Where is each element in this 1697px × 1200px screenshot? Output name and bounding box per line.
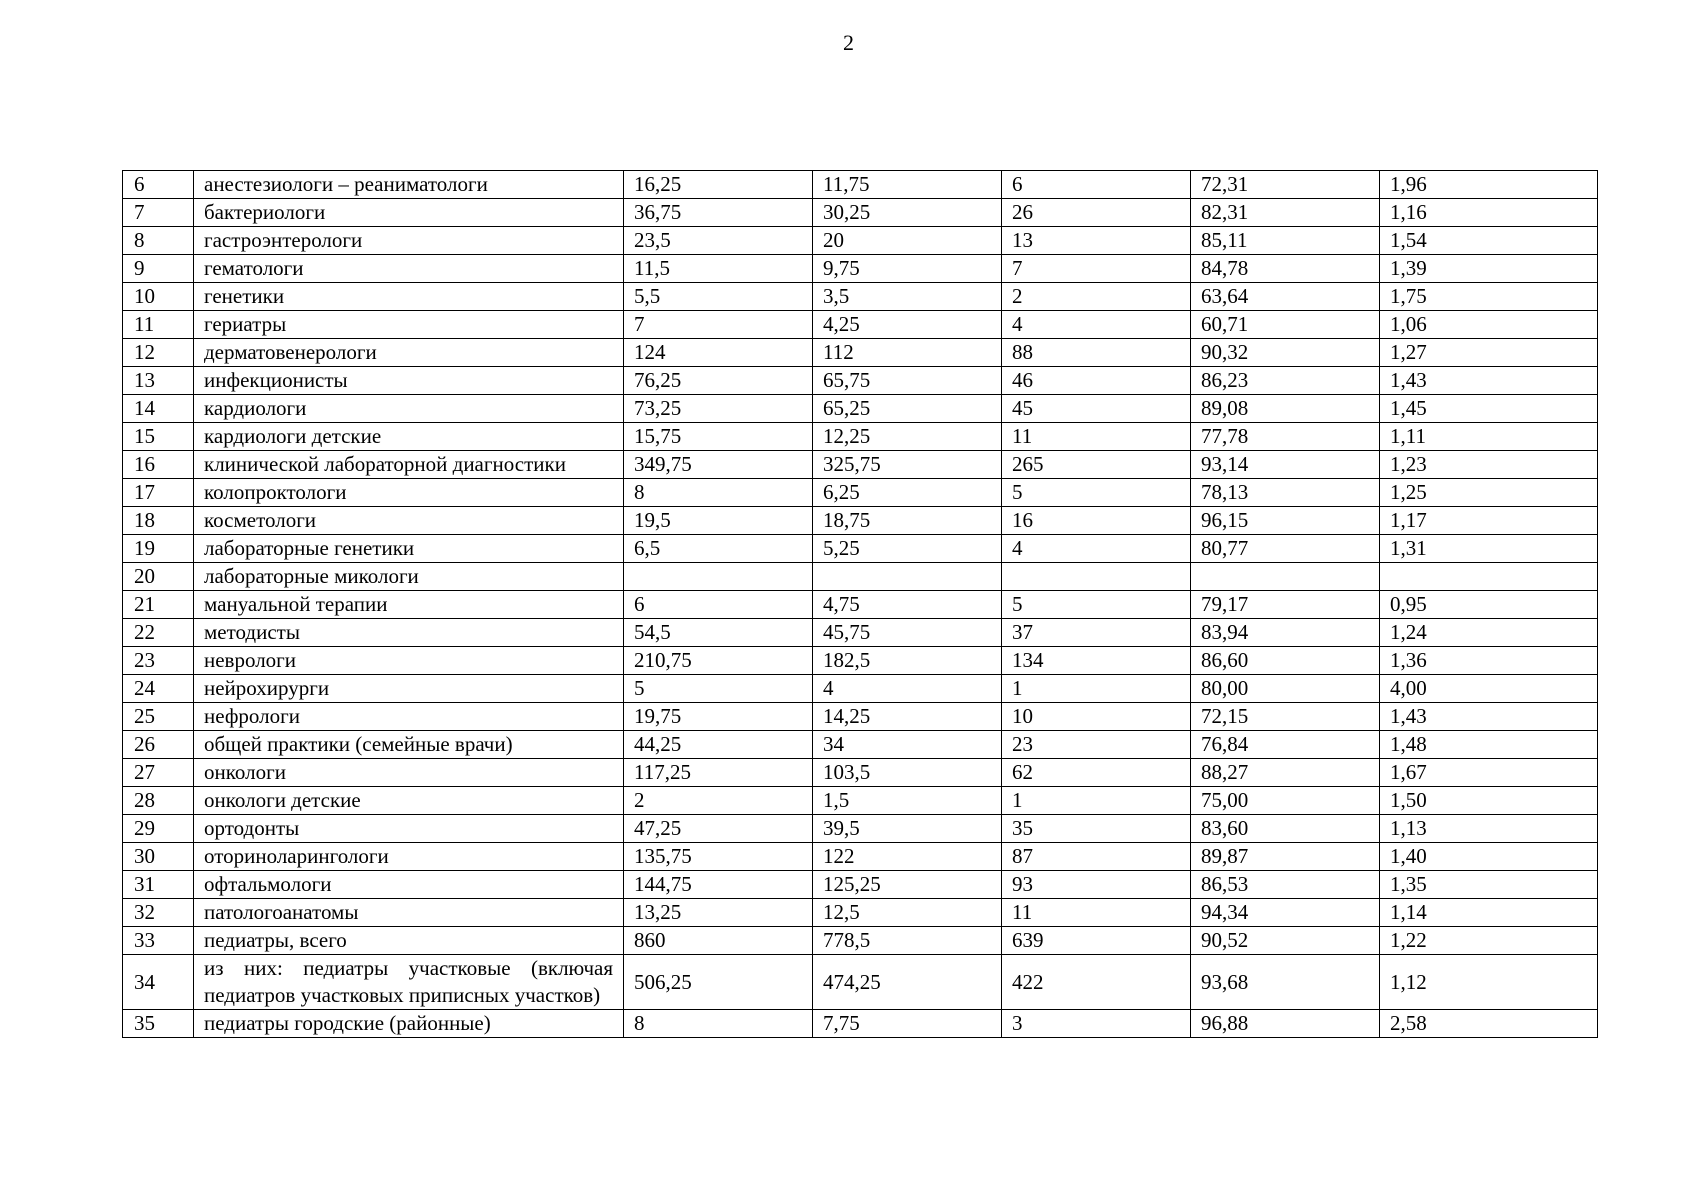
value-col-6-cell: 60,71 [1191, 311, 1380, 339]
row-number-cell: 14 [123, 395, 194, 423]
value-col-7-cell: 4,00 [1380, 675, 1598, 703]
table-row [123, 619, 1598, 647]
row-number-cell: 23 [123, 647, 194, 675]
specialty-name-cell: нефрологи [194, 703, 624, 731]
specialty-name-cell: педиатры, всего [194, 927, 624, 955]
value-col-4-cell: 7,75 [813, 1010, 1002, 1038]
value-col-7-cell: 1,22 [1380, 927, 1598, 955]
page-number: 2 [843, 30, 854, 55]
row-number-cell: 30 [123, 843, 194, 871]
value-col-5-cell: 88 [1002, 339, 1191, 367]
row-number-cell: 21 [123, 591, 194, 619]
value-col-4-cell: 6,25 [813, 479, 1002, 507]
value-col-5-cell [1002, 563, 1191, 591]
value-col-7-cell: 1,23 [1380, 451, 1598, 479]
specialty-name-cell: лабораторные генетики [194, 535, 624, 563]
value-col-7-cell: 1,96 [1380, 171, 1598, 199]
row-number-cell: 15 [123, 423, 194, 451]
row-number-cell: 34 [123, 955, 194, 1010]
specialty-name-cell: методисты [194, 619, 624, 647]
value-col-4-cell: 65,75 [813, 367, 1002, 395]
value-col-5-cell: 5 [1002, 591, 1191, 619]
value-col-5-cell: 2 [1002, 283, 1191, 311]
value-col-4-cell: 112 [813, 339, 1002, 367]
table-row [123, 927, 1598, 955]
row-number-cell: 16 [123, 451, 194, 479]
value-col-4-cell: 1,5 [813, 787, 1002, 815]
value-col-3-cell: 11,5 [624, 255, 813, 283]
value-col-6-cell: 88,27 [1191, 759, 1380, 787]
value-col-4-cell: 34 [813, 731, 1002, 759]
row-number-cell: 31 [123, 871, 194, 899]
value-col-5-cell: 13 [1002, 227, 1191, 255]
value-col-6-cell: 83,60 [1191, 815, 1380, 843]
value-col-4-cell: 103,5 [813, 759, 1002, 787]
specialty-name-cell: нейрохирурги [194, 675, 624, 703]
row-number-cell: 33 [123, 927, 194, 955]
value-col-7-cell: 1,31 [1380, 535, 1598, 563]
table-row [123, 367, 1598, 395]
value-col-4-cell: 5,25 [813, 535, 1002, 563]
value-col-7-cell: 1,14 [1380, 899, 1598, 927]
row-number-cell: 28 [123, 787, 194, 815]
value-col-4-cell: 122 [813, 843, 1002, 871]
value-col-3-cell: 6,5 [624, 535, 813, 563]
table-row [123, 535, 1598, 563]
specialty-name-cell: бактериологи [194, 199, 624, 227]
row-number-cell: 27 [123, 759, 194, 787]
value-col-5-cell: 3 [1002, 1010, 1191, 1038]
staffing-table [122, 170, 1598, 1038]
value-col-6-cell: 96,88 [1191, 1010, 1380, 1038]
specialty-name-cell: из них: педиатры участковые (включая педиатров участковых приписных участков) [194, 955, 624, 1010]
value-col-5-cell: 4 [1002, 535, 1191, 563]
value-col-5-cell: 1 [1002, 675, 1191, 703]
value-col-3-cell: 23,5 [624, 227, 813, 255]
specialty-name-cell: лабораторные микологи [194, 563, 624, 591]
value-col-7-cell: 1,25 [1380, 479, 1598, 507]
table-row [123, 507, 1598, 535]
specialty-name-cell: неврологи [194, 647, 624, 675]
row-number-cell: 8 [123, 227, 194, 255]
specialty-name-cell: колопроктологи [194, 479, 624, 507]
value-col-7-cell: 1,67 [1380, 759, 1598, 787]
value-col-7-cell: 1,12 [1380, 955, 1598, 1010]
table-row [123, 703, 1598, 731]
value-col-7-cell: 1,36 [1380, 647, 1598, 675]
value-col-3-cell: 36,75 [624, 199, 813, 227]
specialty-name-cell: офтальмологи [194, 871, 624, 899]
value-col-5-cell: 11 [1002, 899, 1191, 927]
value-col-3-cell: 54,5 [624, 619, 813, 647]
specialty-name-cell: анестезиологи – реаниматологи [194, 171, 624, 199]
value-col-3-cell: 44,25 [624, 731, 813, 759]
table-row [123, 843, 1598, 871]
table-row [123, 563, 1598, 591]
row-number-cell: 12 [123, 339, 194, 367]
value-col-3-cell: 506,25 [624, 955, 813, 1010]
value-col-6-cell: 83,94 [1191, 619, 1380, 647]
specialty-name-cell: гематологи [194, 255, 624, 283]
specialty-name-cell: кардиологи детские [194, 423, 624, 451]
value-col-6-cell: 85,11 [1191, 227, 1380, 255]
table-row [123, 815, 1598, 843]
value-col-6-cell: 86,23 [1191, 367, 1380, 395]
value-col-3-cell: 210,75 [624, 647, 813, 675]
table-row [123, 759, 1598, 787]
row-number-cell: 6 [123, 171, 194, 199]
value-col-4-cell: 3,5 [813, 283, 1002, 311]
value-col-7-cell: 1,35 [1380, 871, 1598, 899]
specialty-name-cell: гериатры [194, 311, 624, 339]
value-col-6-cell: 90,32 [1191, 339, 1380, 367]
table-row [123, 591, 1598, 619]
value-col-5-cell: 11 [1002, 423, 1191, 451]
table-row [123, 451, 1598, 479]
value-col-3-cell: 8 [624, 479, 813, 507]
value-col-4-cell: 12,5 [813, 899, 1002, 927]
value-col-6-cell: 90,52 [1191, 927, 1380, 955]
row-number-cell: 10 [123, 283, 194, 311]
value-col-3-cell: 5 [624, 675, 813, 703]
row-number-cell: 19 [123, 535, 194, 563]
value-col-4-cell: 4,75 [813, 591, 1002, 619]
value-col-4-cell [813, 563, 1002, 591]
value-col-6-cell: 84,78 [1191, 255, 1380, 283]
value-col-4-cell: 325,75 [813, 451, 1002, 479]
value-col-7-cell: 1,43 [1380, 367, 1598, 395]
value-col-5-cell: 16 [1002, 507, 1191, 535]
value-col-4-cell: 30,25 [813, 199, 1002, 227]
value-col-5-cell: 45 [1002, 395, 1191, 423]
row-number-cell: 9 [123, 255, 194, 283]
row-number-cell: 17 [123, 479, 194, 507]
value-col-5-cell: 6 [1002, 171, 1191, 199]
value-col-5-cell: 4 [1002, 311, 1191, 339]
specialty-name-cell: мануальной терапии [194, 591, 624, 619]
row-number-cell: 29 [123, 815, 194, 843]
specialty-name-cell: оториноларингологи [194, 843, 624, 871]
value-col-5-cell: 265 [1002, 451, 1191, 479]
value-col-3-cell: 7 [624, 311, 813, 339]
specialty-name-cell: общей практики (семейные врачи) [194, 731, 624, 759]
value-col-5-cell: 87 [1002, 843, 1191, 871]
row-number-cell: 22 [123, 619, 194, 647]
value-col-6-cell: 89,08 [1191, 395, 1380, 423]
value-col-6-cell: 72,31 [1191, 171, 1380, 199]
value-col-5-cell: 62 [1002, 759, 1191, 787]
table-row [123, 395, 1598, 423]
table-row [123, 1010, 1598, 1038]
table-row [123, 731, 1598, 759]
value-col-5-cell: 7 [1002, 255, 1191, 283]
value-col-3-cell [624, 563, 813, 591]
value-col-3-cell: 5,5 [624, 283, 813, 311]
specialty-name-cell: педиатры городские (районные) [194, 1010, 624, 1038]
specialty-name-cell: инфекционисты [194, 367, 624, 395]
value-col-5-cell: 93 [1002, 871, 1191, 899]
table-row [123, 787, 1598, 815]
value-col-5-cell: 422 [1002, 955, 1191, 1010]
value-col-6-cell [1191, 563, 1380, 591]
table-row [123, 339, 1598, 367]
value-col-6-cell: 80,00 [1191, 675, 1380, 703]
value-col-3-cell: 13,25 [624, 899, 813, 927]
value-col-6-cell: 80,77 [1191, 535, 1380, 563]
table-row [123, 647, 1598, 675]
value-col-5-cell: 1 [1002, 787, 1191, 815]
row-number-cell: 20 [123, 563, 194, 591]
value-col-5-cell: 5 [1002, 479, 1191, 507]
specialty-name-cell: кардиологи [194, 395, 624, 423]
value-col-5-cell: 35 [1002, 815, 1191, 843]
specialty-name-cell: гастроэнтерологи [194, 227, 624, 255]
table-row [123, 311, 1598, 339]
value-col-7-cell [1380, 563, 1598, 591]
table-row [123, 255, 1598, 283]
value-col-4-cell: 474,25 [813, 955, 1002, 1010]
table-row [123, 283, 1598, 311]
value-col-6-cell: 96,15 [1191, 507, 1380, 535]
value-col-5-cell: 10 [1002, 703, 1191, 731]
value-col-3-cell: 117,25 [624, 759, 813, 787]
value-col-5-cell: 639 [1002, 927, 1191, 955]
value-col-3-cell: 47,25 [624, 815, 813, 843]
value-col-7-cell: 1,39 [1380, 255, 1598, 283]
value-col-4-cell: 11,75 [813, 171, 1002, 199]
value-col-3-cell: 15,75 [624, 423, 813, 451]
value-col-3-cell: 144,75 [624, 871, 813, 899]
value-col-7-cell: 1,50 [1380, 787, 1598, 815]
value-col-7-cell: 1,54 [1380, 227, 1598, 255]
value-col-4-cell: 182,5 [813, 647, 1002, 675]
value-col-5-cell: 37 [1002, 619, 1191, 647]
row-number-cell: 26 [123, 731, 194, 759]
table-row [123, 171, 1598, 199]
specialty-name-cell: генетики [194, 283, 624, 311]
value-col-6-cell: 78,13 [1191, 479, 1380, 507]
value-col-7-cell: 1,17 [1380, 507, 1598, 535]
specialty-name-cell: косметологи [194, 507, 624, 535]
value-col-7-cell: 1,48 [1380, 731, 1598, 759]
value-col-6-cell: 77,78 [1191, 423, 1380, 451]
value-col-6-cell: 89,87 [1191, 843, 1380, 871]
value-col-4-cell: 9,75 [813, 255, 1002, 283]
value-col-3-cell: 73,25 [624, 395, 813, 423]
value-col-4-cell: 18,75 [813, 507, 1002, 535]
value-col-4-cell: 65,25 [813, 395, 1002, 423]
specialty-name-cell: патологоанатомы [194, 899, 624, 927]
value-col-3-cell: 2 [624, 787, 813, 815]
row-number-cell: 24 [123, 675, 194, 703]
value-col-4-cell: 45,75 [813, 619, 1002, 647]
value-col-7-cell: 1,24 [1380, 619, 1598, 647]
value-col-3-cell: 135,75 [624, 843, 813, 871]
table-row [123, 423, 1598, 451]
value-col-3-cell: 349,75 [624, 451, 813, 479]
value-col-6-cell: 79,17 [1191, 591, 1380, 619]
specialty-name-cell: ортодонты [194, 815, 624, 843]
value-col-7-cell: 1,40 [1380, 843, 1598, 871]
specialty-name-cell: онкологи детские [194, 787, 624, 815]
value-col-7-cell: 1,11 [1380, 423, 1598, 451]
table-row [123, 675, 1598, 703]
table-row [123, 955, 1598, 1010]
row-number-cell: 11 [123, 311, 194, 339]
value-col-4-cell: 125,25 [813, 871, 1002, 899]
value-col-4-cell: 778,5 [813, 927, 1002, 955]
value-col-4-cell: 39,5 [813, 815, 1002, 843]
value-col-5-cell: 46 [1002, 367, 1191, 395]
value-col-6-cell: 93,68 [1191, 955, 1380, 1010]
value-col-7-cell: 0,95 [1380, 591, 1598, 619]
value-col-7-cell: 1,13 [1380, 815, 1598, 843]
value-col-6-cell: 86,60 [1191, 647, 1380, 675]
value-col-6-cell: 75,00 [1191, 787, 1380, 815]
value-col-5-cell: 23 [1002, 731, 1191, 759]
value-col-4-cell: 12,25 [813, 423, 1002, 451]
table-row [123, 199, 1598, 227]
value-col-7-cell: 1,06 [1380, 311, 1598, 339]
value-col-3-cell: 16,25 [624, 171, 813, 199]
table-body [123, 171, 1598, 1038]
row-number-cell: 32 [123, 899, 194, 927]
specialty-name-cell: онкологи [194, 759, 624, 787]
value-col-7-cell: 1,16 [1380, 199, 1598, 227]
value-col-3-cell: 860 [624, 927, 813, 955]
row-number-cell: 13 [123, 367, 194, 395]
value-col-3-cell: 124 [624, 339, 813, 367]
value-col-6-cell: 72,15 [1191, 703, 1380, 731]
value-col-6-cell: 86,53 [1191, 871, 1380, 899]
value-col-7-cell: 2,58 [1380, 1010, 1598, 1038]
value-col-3-cell: 19,5 [624, 507, 813, 535]
row-number-cell: 35 [123, 1010, 194, 1038]
value-col-7-cell: 1,75 [1380, 283, 1598, 311]
value-col-4-cell: 4 [813, 675, 1002, 703]
value-col-3-cell: 8 [624, 1010, 813, 1038]
value-col-4-cell: 20 [813, 227, 1002, 255]
row-number-cell: 18 [123, 507, 194, 535]
value-col-4-cell: 4,25 [813, 311, 1002, 339]
value-col-3-cell: 76,25 [624, 367, 813, 395]
value-col-5-cell: 26 [1002, 199, 1191, 227]
specialty-name-cell: клинической лабораторной диагностики [194, 451, 624, 479]
value-col-3-cell: 19,75 [624, 703, 813, 731]
value-col-7-cell: 1,45 [1380, 395, 1598, 423]
value-col-6-cell: 82,31 [1191, 199, 1380, 227]
table-row [123, 479, 1598, 507]
table-row [123, 871, 1598, 899]
table-row [123, 899, 1598, 927]
value-col-6-cell: 94,34 [1191, 899, 1380, 927]
value-col-6-cell: 76,84 [1191, 731, 1380, 759]
value-col-4-cell: 14,25 [813, 703, 1002, 731]
value-col-7-cell: 1,43 [1380, 703, 1598, 731]
value-col-6-cell: 63,64 [1191, 283, 1380, 311]
table-row [123, 227, 1598, 255]
specialty-name-cell: дерматовенерологи [194, 339, 624, 367]
value-col-7-cell: 1,27 [1380, 339, 1598, 367]
value-col-6-cell: 93,14 [1191, 451, 1380, 479]
row-number-cell: 7 [123, 199, 194, 227]
value-col-3-cell: 6 [624, 591, 813, 619]
row-number-cell: 25 [123, 703, 194, 731]
value-col-5-cell: 134 [1002, 647, 1191, 675]
